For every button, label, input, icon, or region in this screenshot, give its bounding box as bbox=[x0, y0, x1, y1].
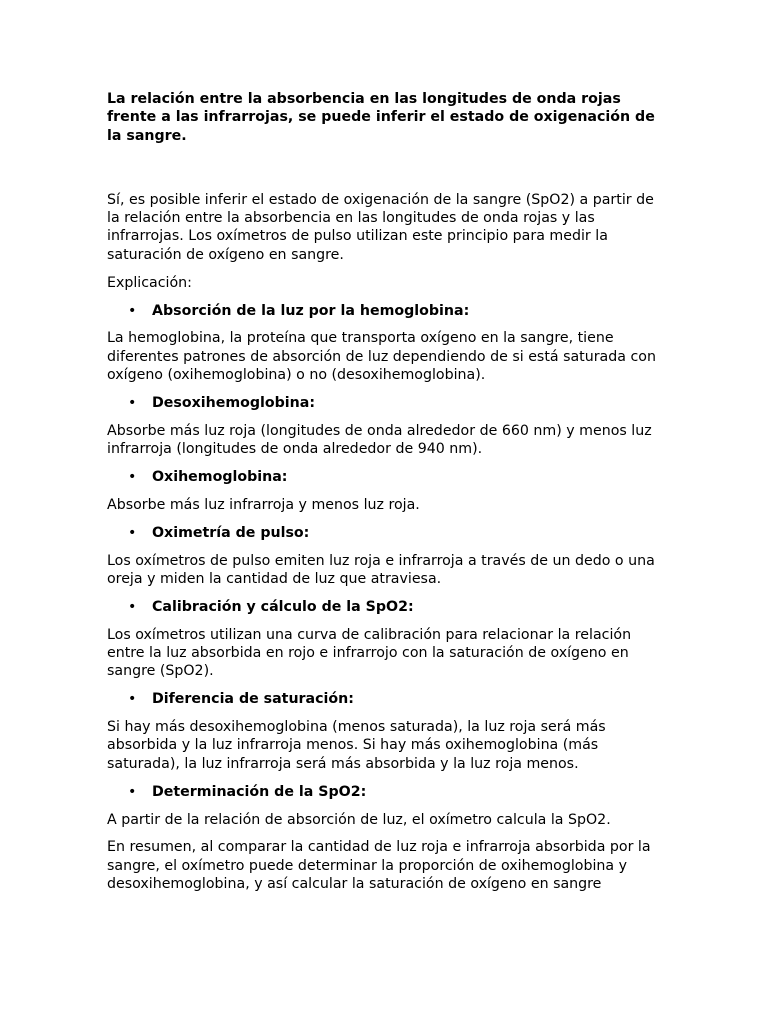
section-text: Absorbe más luz roja (longitudes de onda alrededor de 660 nm) y menos luz infrarroja (longitudes de onda alrededor de 940 nm). bbox=[107, 422, 652, 458]
section-text: Si hay más desoxihemoglobina (menos saturada), la luz roja será más absorbida y la luz infrarroja menos. Si hay más oxihemoglobina (más saturada), la luz infrarroja será más absorbida y la luz roja menos. bbox=[107, 719, 606, 772]
section-list-1 bbox=[107, 302, 667, 320]
section-heading: • Determinación de la SpO2: bbox=[128, 783, 367, 800]
section-heading: • Absorción de la luz por la hemoglobina: bbox=[128, 302, 470, 319]
bullet-icon: • bbox=[128, 783, 137, 800]
section-heading: • Calibración y cálculo de la SpO2: bbox=[128, 598, 414, 615]
section-heading: • Diferencia de saturación: bbox=[128, 691, 354, 708]
section-text: A partir de la relación de absorción de luz, el oxímetro calcula la SpO2. bbox=[107, 811, 611, 828]
bullet-icon: • bbox=[128, 691, 137, 708]
bullet-icon: • bbox=[128, 524, 137, 541]
document-title: La relación entre la absorbencia en las longitudes de onda rojas frente a las infrarrojas, se puede inferir el estado de oxigenación de la sangre. bbox=[107, 91, 655, 144]
section-list-6 bbox=[107, 690, 667, 708]
bullet-icon: • bbox=[128, 598, 137, 615]
document-body bbox=[107, 191, 667, 893]
section-heading: • Oxihemoglobina: bbox=[128, 469, 288, 486]
section-heading: • Oximetría de pulso: bbox=[128, 524, 310, 541]
section-list-3 bbox=[107, 468, 667, 486]
section-heading: • Desoxihemoglobina: bbox=[128, 394, 315, 411]
bullet-icon: • bbox=[128, 302, 137, 319]
section-list-4 bbox=[107, 524, 667, 542]
document-page bbox=[107, 90, 667, 903]
bullet-icon: • bbox=[128, 469, 137, 486]
summary-paragraph: En resumen, al comparar la cantidad de luz roja e infrarroja absorbida por la sangre, el oxímetro puede determinar la proporción de oxihemoglobina y desoxihemoglobina, y así calcular la saturación de oxígeno en sangre bbox=[107, 839, 651, 892]
section-text: Absorbe más luz infrarroja y menos luz roja. bbox=[107, 496, 420, 513]
section-text: Los oxímetros utilizan una curva de calibración para relacionar la relación entre la luz absorbida en rojo e infrarrojo con la saturación de oxígeno en sangre (SpO2). bbox=[107, 626, 632, 680]
section-text: La hemoglobina, la proteína que transporta oxígeno en la sangre, tiene diferentes patrones de absorción de luz dependiendo de si está saturada con oxígeno (oxihemoglobina) o no (desoxihemoglobina). bbox=[107, 330, 656, 384]
section-list-7 bbox=[107, 783, 667, 801]
explanation-label: Explicación: bbox=[107, 274, 192, 291]
bullet-icon: • bbox=[128, 394, 137, 411]
section-list-2 bbox=[107, 394, 667, 412]
section-list-5 bbox=[107, 598, 667, 616]
section-text: Los oxímetros de pulso emiten luz roja e infrarroja a través de un dedo o una oreja y miden la cantidad de luz que atraviesa. bbox=[107, 552, 655, 587]
intro-paragraph: Sí, es posible inferir el estado de oxigenación de la sangre (SpO2) a partir de la relación entre la absorbencia en las longitudes de onda rojas y las infrarrojas. Los oxímetros de pulso utilizan este principio para medir la saturación de oxígeno en sangre. bbox=[107, 191, 654, 263]
